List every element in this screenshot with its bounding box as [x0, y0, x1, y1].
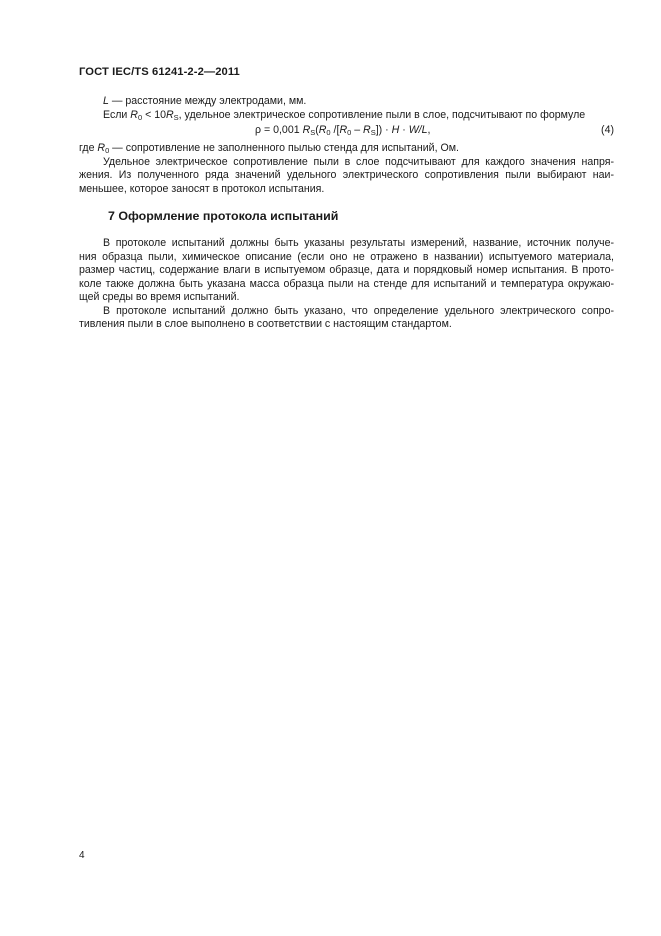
formula-part: ρ = 0,001	[255, 124, 303, 136]
formula-var: W/L	[408, 124, 428, 136]
formula-var: H	[391, 124, 400, 136]
formula-sub: 0	[326, 128, 331, 137]
condition-line	[79, 109, 614, 123]
formula-4	[255, 124, 430, 138]
condition-r0: R	[130, 108, 138, 121]
formula-sub: S	[310, 128, 316, 137]
section-title: 7 Оформление протокола испытаний	[108, 209, 339, 223]
paragraph-line: тивления пыли в слое выполнено в соответствии с настоящим стандартом.	[79, 318, 452, 330]
where-prefix: где	[79, 142, 98, 154]
formula-part: –	[351, 124, 364, 136]
formula-part: ]) ·	[375, 124, 392, 136]
formula-var: R	[318, 124, 327, 136]
formula-var: R	[339, 124, 348, 136]
l-variable: L	[103, 95, 109, 107]
paragraph-line: меньшее, которое заносят в протокол испытания.	[79, 182, 325, 195]
paragraph-line: щей среды во время испытаний.	[79, 291, 240, 303]
condition-r0-sub: 0	[137, 112, 143, 122]
paragraph-line: Удельное электрическое сопротивление пыли в слое подсчитывают для каждого значения напря-	[103, 155, 614, 168]
formula-section	[79, 95, 614, 196]
formula-var: R	[363, 124, 371, 136]
paragraph-line: В протоколе испытаний должно быть указано, что определение удельного электрического сопро-	[103, 304, 614, 317]
document-header: ГОСТ IEC/TS 61241-2-2—2011	[79, 66, 240, 78]
section-7-body	[79, 237, 614, 332]
paragraph-line: коле также должна быть указана масса образца пыли на стенде для испытаний и температура окружаю-	[79, 277, 614, 290]
condition-tail: , удельное электрическое сопротивление пыли в слое, подсчитывают по формуле	[178, 108, 586, 121]
formula-part: (	[315, 124, 319, 136]
formula-part: ,	[427, 124, 431, 136]
where-line	[79, 142, 614, 156]
page-number: 4	[79, 850, 85, 861]
l-definition	[79, 95, 614, 109]
condition-mid: < 10	[142, 108, 166, 121]
formula-var: R	[302, 124, 311, 136]
l-definition-text: — расстояние между электродами, мм.	[108, 95, 307, 107]
where-text: — сопротивление не заполненного пылью стенда для испытаний, Ом.	[109, 142, 459, 154]
formula-number: (4)	[601, 124, 614, 136]
paragraph-line: размер частиц, содержание влаги в испытуемом образце, дата и порядковый номер испытания. В прото-	[79, 264, 614, 276]
formula-part: ·	[399, 124, 409, 136]
formula-sub: 0	[347, 128, 352, 137]
where-r0-sub: 0	[105, 146, 110, 155]
paragraph-line: жения. Из полученного ряда значений удельного электрического сопротивления пыли выбирают наи-	[79, 169, 614, 181]
formula-row	[79, 122, 614, 140]
formula-part: /[	[330, 124, 340, 136]
where-r0: R	[97, 142, 106, 154]
paragraph-line: В протоколе испытаний должны быть указаны результаты измерений, название, источник получе-	[103, 237, 614, 249]
condition-rs: R	[165, 108, 174, 121]
condition-prefix: Если	[103, 108, 131, 121]
formula-sub: S	[370, 128, 376, 137]
paragraph-line: ния образца пыли, химическое описание (если оно не отражено в названии) испытуемого материала,	[79, 250, 614, 263]
condition-rs-sub: S	[173, 112, 179, 122]
